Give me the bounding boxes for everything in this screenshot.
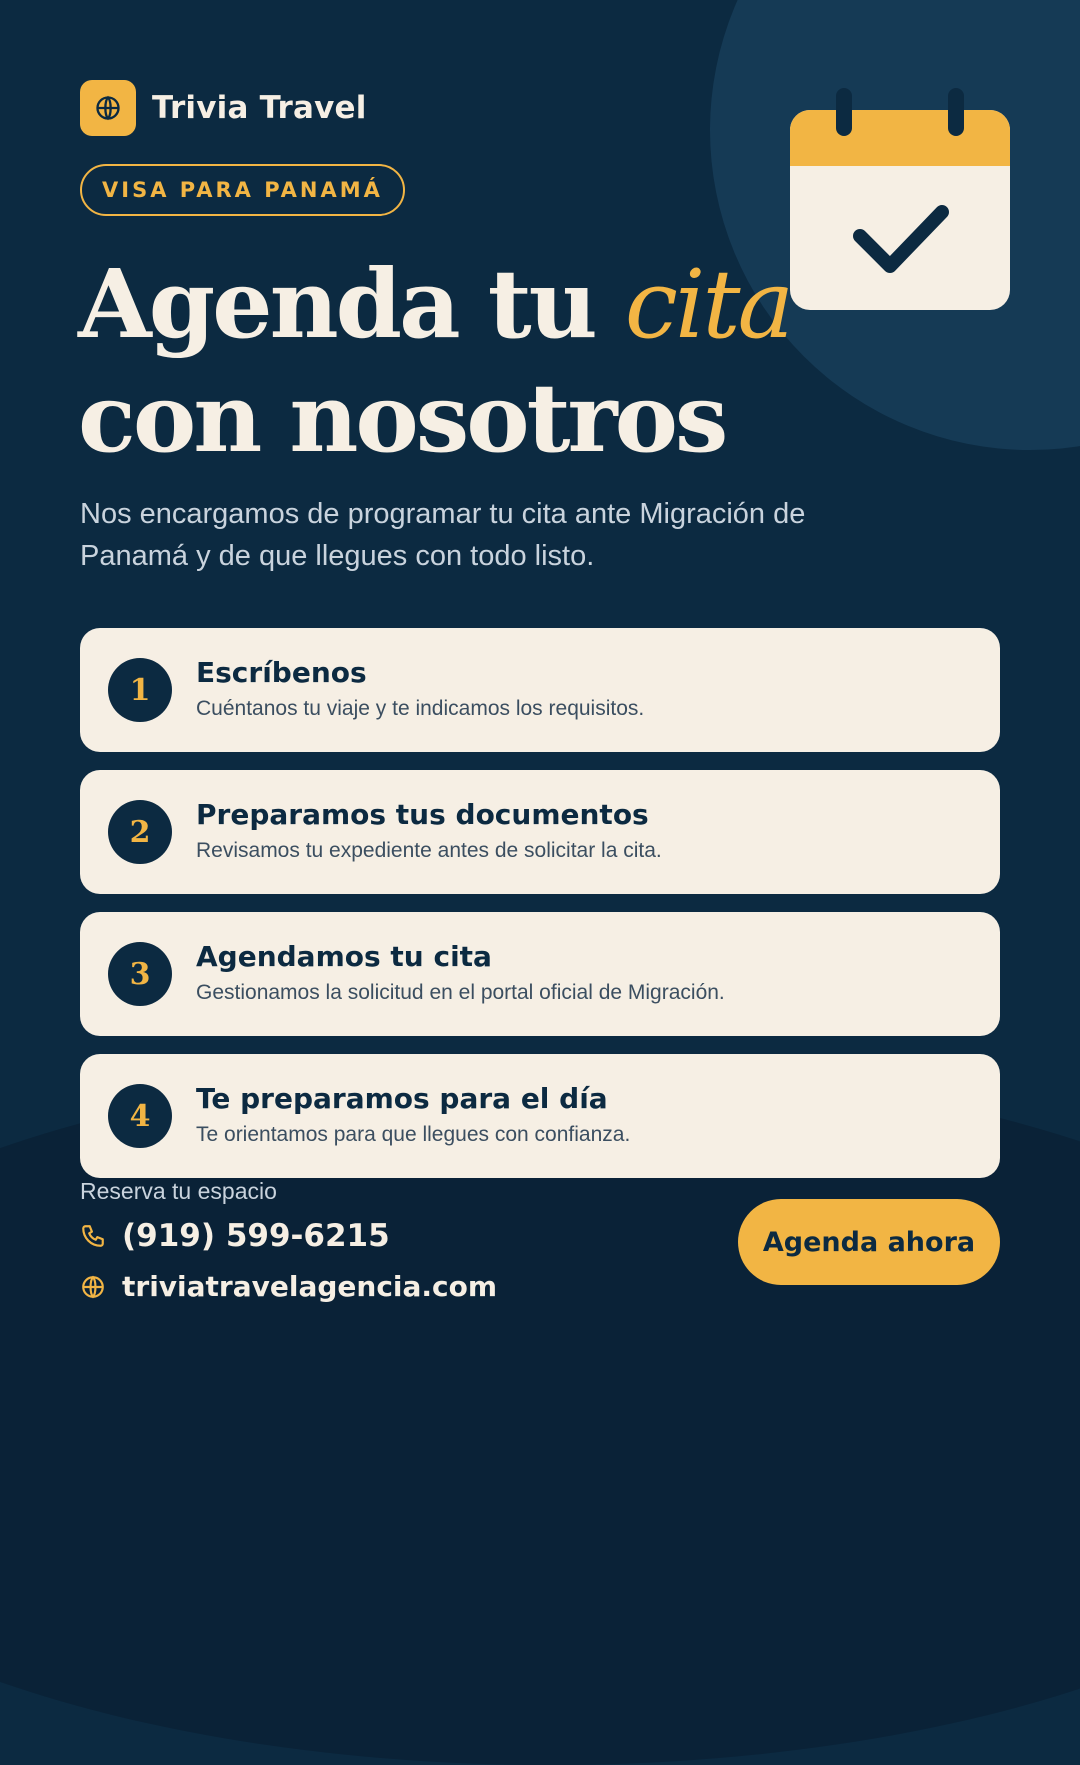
step-description: Revisamos tu expediente antes de solicitar la cita. <box>196 839 662 862</box>
step-description: Te orientamos para que llegues con confianza. <box>196 1123 631 1146</box>
steps-list <box>80 628 1000 1196</box>
book-now-button[interactable]: Agenda ahora <box>738 1199 1000 1285</box>
brand-name: Trivia Travel <box>152 90 367 126</box>
step-number: 2 <box>108 800 172 864</box>
brand <box>80 80 367 136</box>
globe-icon <box>80 1273 108 1301</box>
headline-accent: cita <box>624 250 792 360</box>
headline <box>78 248 791 476</box>
step-number: 3 <box>108 942 172 1006</box>
headline-line2: con nosotros <box>78 363 726 474</box>
step-card <box>80 628 1000 752</box>
step-title: Agendamos tu cita <box>196 940 492 973</box>
step-description: Gestionamos la solicitud en el portal oficial de Migración. <box>196 981 725 1004</box>
headline-part1: Agenda tu <box>78 249 625 360</box>
website-contact[interactable] <box>80 1270 497 1303</box>
step-title: Escríbenos <box>196 656 367 689</box>
step-number: 1 <box>108 658 172 722</box>
step-number: 4 <box>108 1084 172 1148</box>
phone-icon <box>80 1222 108 1250</box>
globe-icon <box>80 80 136 136</box>
subtitle: Nos encargamos de programar tu cita ante Migración de Panamá y de que llegues con todo listo. <box>80 498 806 572</box>
website-link[interactable]: triviatravelagencia.com <box>122 1270 498 1303</box>
phone-number[interactable]: (919) 599-6215 <box>122 1218 390 1254</box>
step-card <box>80 912 1000 1036</box>
step-card <box>80 770 1000 894</box>
step-title: Te preparamos para el día <box>196 1082 608 1115</box>
calendar-check-icon <box>790 88 1010 315</box>
step-card <box>80 1054 1000 1178</box>
step-description: Cuéntanos tu viaje y te indicamos los requisitos. <box>196 697 645 720</box>
step-title: Preparamos tus documentos <box>196 798 649 831</box>
visa-tag: VISA PARA PANAMÁ <box>80 164 405 216</box>
reserve-label: Reserva tu espacio <box>80 1178 277 1204</box>
phone-contact[interactable] <box>80 1218 390 1254</box>
